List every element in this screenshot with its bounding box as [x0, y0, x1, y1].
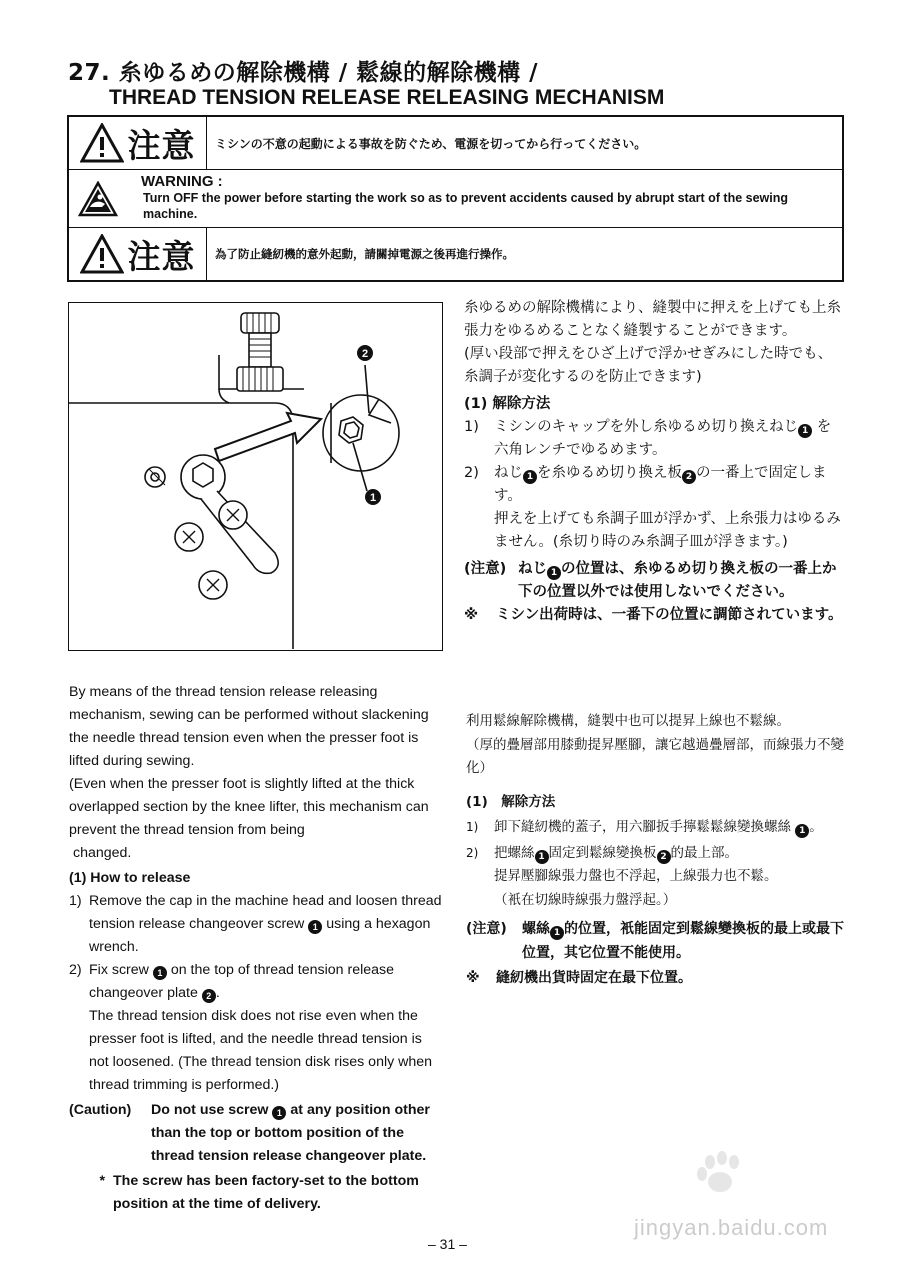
- hand-hazard-icon: [78, 181, 118, 217]
- warning-text-line2: machine.: [143, 207, 198, 221]
- chinese-step-2: 2) 把螺絲 1 固定到鬆線變換板 2 的最上部。 提昇壓腳線張力盤也不浮起，上線張力也不鬆。 （衹在切線時線張力盤浮起。）: [466, 844, 778, 908]
- warning-triangle-icon: [80, 123, 124, 163]
- ref-1-badge: 1: [798, 424, 812, 438]
- chinese-subheading: (1) 解除方法: [466, 793, 556, 810]
- chinese-step-2-detail-2: （衹在切線時線張力盤浮起。）: [494, 891, 677, 908]
- chinese-intro: 利用鬆線解除機構，縫製中也可以提昇上線也不鬆線。: [466, 713, 790, 729]
- warning-text-line1: Turn OFF the power before starting the work so as to prevent accidents caused by abrupt start of the sewing: [143, 191, 789, 205]
- chinese-note: （厚的疊層部用膝動提昇壓腳，讓它越過疊層部，而線張力不變化）: [466, 736, 844, 776]
- caution-row-ja: [69, 117, 842, 170]
- section-title-en: THREAD TENSION RELEASE RELEASING MECHANISM: [109, 86, 665, 109]
- english-note: (Even when the presser foot is slightly lifted at the thick overlapped section by the knee lifter, this mechanism can prevent the thread tension from being: [69, 776, 429, 838]
- watermark-text: jingyan.baidu.com: [634, 1215, 829, 1240]
- caution-mark: 注意: [80, 231, 196, 278]
- english-caution: (Caution) Do not use screw 1 at any position other than the top or bottom position of the thread tension release changeover plate.: [69, 1102, 430, 1164]
- japanese-factory-note: ※ ミシン出荷時は、一番下の位置に調節されています。: [464, 607, 843, 623]
- mechanism-figure: [68, 302, 443, 651]
- ref-1-badge: 1: [550, 926, 564, 940]
- english-step-1: 1) Remove the cap in the machine head and loosen thread tension release changeover screw 1 using a hexagon wrench.: [69, 893, 442, 955]
- english-factory-note: * The screw has been factory-set to the bottom position at the time of delivery.: [99, 1173, 419, 1212]
- english-subheading: (1) How to release: [69, 870, 191, 886]
- ref-1-badge: 1: [308, 920, 322, 934]
- section-title-ja: 27. 糸ゆるめの解除機構 / 鬆線的解除機構 /: [68, 60, 539, 86]
- ref-2-badge: 2: [682, 470, 696, 484]
- baidu-watermark-logo: [640, 1150, 870, 1214]
- ref-1-badge: 1: [795, 824, 809, 838]
- japanese-caution: (注意) ねじ 1 の位置は、糸ゆるめ切り換え板の一番上か下の位置以外では使用しないでください。: [464, 561, 837, 600]
- japanese-note: (厚い段部で押えをひざ上げで浮かせぎみにした時でも、糸調子が変化するのを防止できます): [464, 346, 833, 385]
- chinese-step-1: 1) 卸下縫紉機的蓋子，用六腳扳手擰鬆鬆線變換螺絲 1 。: [466, 819, 823, 836]
- english-step-2-detail: The thread tension disk does not rise even when the presser foot is lifted, and the needle thread tension is not loosened. (The thread tension disk rises only when thread trimming is performed.): [89, 1008, 433, 1093]
- warning-triangle-icon: [80, 234, 124, 274]
- warning-table: [67, 115, 844, 282]
- ref-1-badge: 1: [535, 850, 549, 864]
- baidu-paw-icon: [640, 1150, 870, 1210]
- chinese-step-2-detail-1: 提昇壓腳線張力盤也不浮起，上線張力也不鬆。: [494, 868, 778, 884]
- callout-2-label: 2: [361, 348, 369, 360]
- ref-1-badge: 1: [272, 1106, 286, 1120]
- page-number: – 31 –: [428, 1236, 467, 1252]
- caution-row-zh: [69, 228, 842, 280]
- ref-1-badge: 1: [523, 470, 537, 484]
- english-note-end: changed.: [73, 845, 132, 861]
- caution-text-ja: ミシンの不意の起動による事故を防ぐため、電源を切ってから行ってください。: [215, 136, 647, 151]
- warning-row-en: [69, 170, 842, 228]
- japanese-intro: 糸ゆるめの解除機構により、縫製中に押えを上げても上糸張力をゆるめることなく縫製することができます。: [464, 300, 841, 339]
- callout-1-label: 1: [369, 492, 377, 504]
- chinese-factory-note: ※ 縫紉機出貨時固定在最下位置。: [466, 970, 692, 986]
- english-section: [69, 681, 444, 1216]
- japanese-step-2-detail: 押えを上げても糸調子皿が浮かず、上糸張力はゆるみません。(糸切り時のみ糸調子皿が浮きます。): [494, 511, 841, 550]
- japanese-section: [464, 297, 844, 627]
- english-intro: By means of the thread tension release releasing mechanism, sewing can be performed without slackening the needle thread tension even when the presser foot is lifted during sewing.: [69, 684, 429, 769]
- chinese-section: [466, 710, 846, 991]
- chinese-caution: (注意) 螺絲 1 的位置，衹能固定到鬆線變換板的最上或最下位置，其它位置不能使用。: [466, 921, 844, 961]
- ref-2-badge: 2: [202, 989, 216, 1003]
- ref-1-badge: 1: [547, 566, 561, 580]
- warning-title: WARNING :: [141, 173, 223, 190]
- ref-2-badge: 2: [657, 850, 671, 864]
- mechanism-illustration: [69, 303, 441, 649]
- japanese-subheading: (1) 解除方法: [464, 396, 551, 412]
- japanese-step-2: 2) ねじ 1 を糸ゆるめ切り換え板 2 の一番上で固定します。 押えを上げても糸調子皿が浮かず、上糸張力はゆるみません。(糸切り時のみ糸調子皿が浮きます。): [464, 465, 841, 550]
- english-step-2: 2) Fix screw 1 on the top of thread tension release changeover plate 2 .: [69, 962, 395, 1001]
- ref-1-badge: 1: [153, 966, 167, 980]
- caution-text-zh: 為了防止縫紉機的意外起動，請關掉電源之後再進行操作。: [215, 247, 514, 261]
- japanese-step-1: 1) ミシンのキャップを外し糸ゆるめ切り換えねじ 1 を六角レンチでゆるめます。: [464, 419, 832, 458]
- caution-mark: 注意: [80, 120, 196, 167]
